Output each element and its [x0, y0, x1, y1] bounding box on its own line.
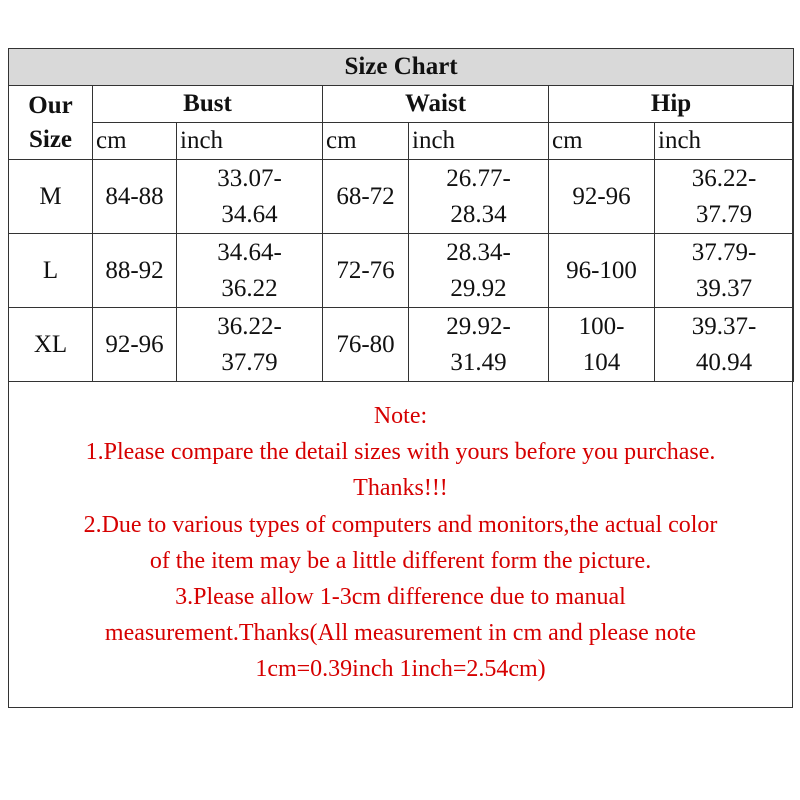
hip-inch-from: 36.22- — [691, 164, 757, 192]
bust-inch-from: 33.07- — [217, 164, 282, 192]
waist-inch-from: 26.77- — [446, 164, 511, 192]
size-cell: M — [9, 160, 93, 234]
hip-inch-cell — [655, 160, 794, 234]
note-heading: Note: — [373, 403, 428, 429]
note-line: of the item may be a little different form the picture. — [149, 547, 652, 574]
unit-header-row — [9, 123, 794, 160]
waist-inch-from: 29.92- — [446, 312, 511, 340]
note-line: Thanks!!! — [353, 475, 448, 502]
size-header-line-2: Size — [28, 125, 73, 153]
note-line: 3.Please allow 1-3cm difference due to manual — [175, 584, 626, 611]
bust-inch-from: 34.64- — [217, 238, 282, 266]
hip-inch-to: 39.37 — [695, 274, 753, 302]
hip-cm-from: 100- — [578, 312, 625, 340]
waist-inch-to: 29.92 — [450, 274, 507, 302]
hip-inch-from: 39.37- — [691, 312, 757, 340]
waist-header: Waist — [323, 86, 549, 123]
table-title: Size Chart — [9, 49, 794, 86]
hip-inch-to: 37.79 — [695, 200, 753, 228]
table-row-xl — [9, 308, 794, 382]
bust-cm-cell: 92-96 — [93, 308, 177, 382]
title-row — [9, 49, 794, 86]
waist-inch-cell — [409, 308, 549, 382]
bust-inch-to: 34.64 — [221, 200, 278, 228]
hip-cm-unit: cm — [549, 123, 655, 160]
bust-cm-cell: 84-88 — [93, 160, 177, 234]
waist-cm-cell: 68-72 — [323, 160, 409, 234]
waist-inch-cell — [409, 234, 549, 308]
bust-inch-cell — [177, 160, 323, 234]
hip-inch-unit: inch — [655, 123, 794, 160]
bust-inch-to: 37.79 — [221, 348, 278, 376]
waist-cm-cell: 76-80 — [323, 308, 409, 382]
bust-inch-cell — [177, 308, 323, 382]
table-row-m — [9, 160, 794, 234]
hip-inch-from: 37.79- — [691, 238, 757, 266]
bust-inch-cell — [177, 234, 323, 308]
hip-inch-cell — [655, 234, 794, 308]
hip-cm-cell: 96-100 — [549, 234, 655, 308]
size-cell: L — [9, 234, 93, 308]
note-line: 1.Please compare the detail sizes with yours before you purchase. — [85, 439, 716, 466]
hip-cm-to: 104 — [582, 348, 621, 376]
notes-block — [9, 398, 792, 688]
hip-header: Hip — [549, 86, 794, 123]
waist-inch-to: 31.49 — [450, 348, 507, 376]
bust-cm-cell: 88-92 — [93, 234, 177, 308]
waist-inch-unit: inch — [409, 123, 549, 160]
size-cell: XL — [9, 308, 93, 382]
note-line: 1cm=0.39inch 1inch=2.54cm) — [255, 656, 546, 683]
note-line: 2.Due to various types of computers and monitors,the actual color — [83, 511, 718, 538]
size-header-cell — [9, 86, 93, 160]
hip-cm-cell: 92-96 — [549, 160, 655, 234]
waist-inch-cell — [409, 160, 549, 234]
waist-inch-to: 28.34 — [450, 200, 507, 228]
note-line: measurement.Thanks(All measurement in cm and please note — [104, 620, 697, 647]
waist-cm-cell: 72-76 — [323, 234, 409, 308]
waist-inch-from: 28.34- — [446, 238, 511, 266]
table-row-l — [9, 234, 794, 308]
hip-cm-cell — [549, 308, 655, 382]
bust-cm-unit: cm — [93, 123, 177, 160]
group-header-row — [9, 86, 794, 123]
bust-header: Bust — [93, 86, 323, 123]
bust-inch-to: 36.22 — [221, 274, 278, 302]
hip-inch-to: 40.94 — [695, 348, 753, 376]
size-header-line-1: Our — [28, 91, 73, 119]
hip-inch-cell — [655, 308, 794, 382]
waist-cm-unit: cm — [323, 123, 409, 160]
size-chart-table — [8, 48, 794, 382]
bust-inch-unit: inch — [177, 123, 323, 160]
bust-inch-from: 36.22- — [217, 312, 282, 340]
